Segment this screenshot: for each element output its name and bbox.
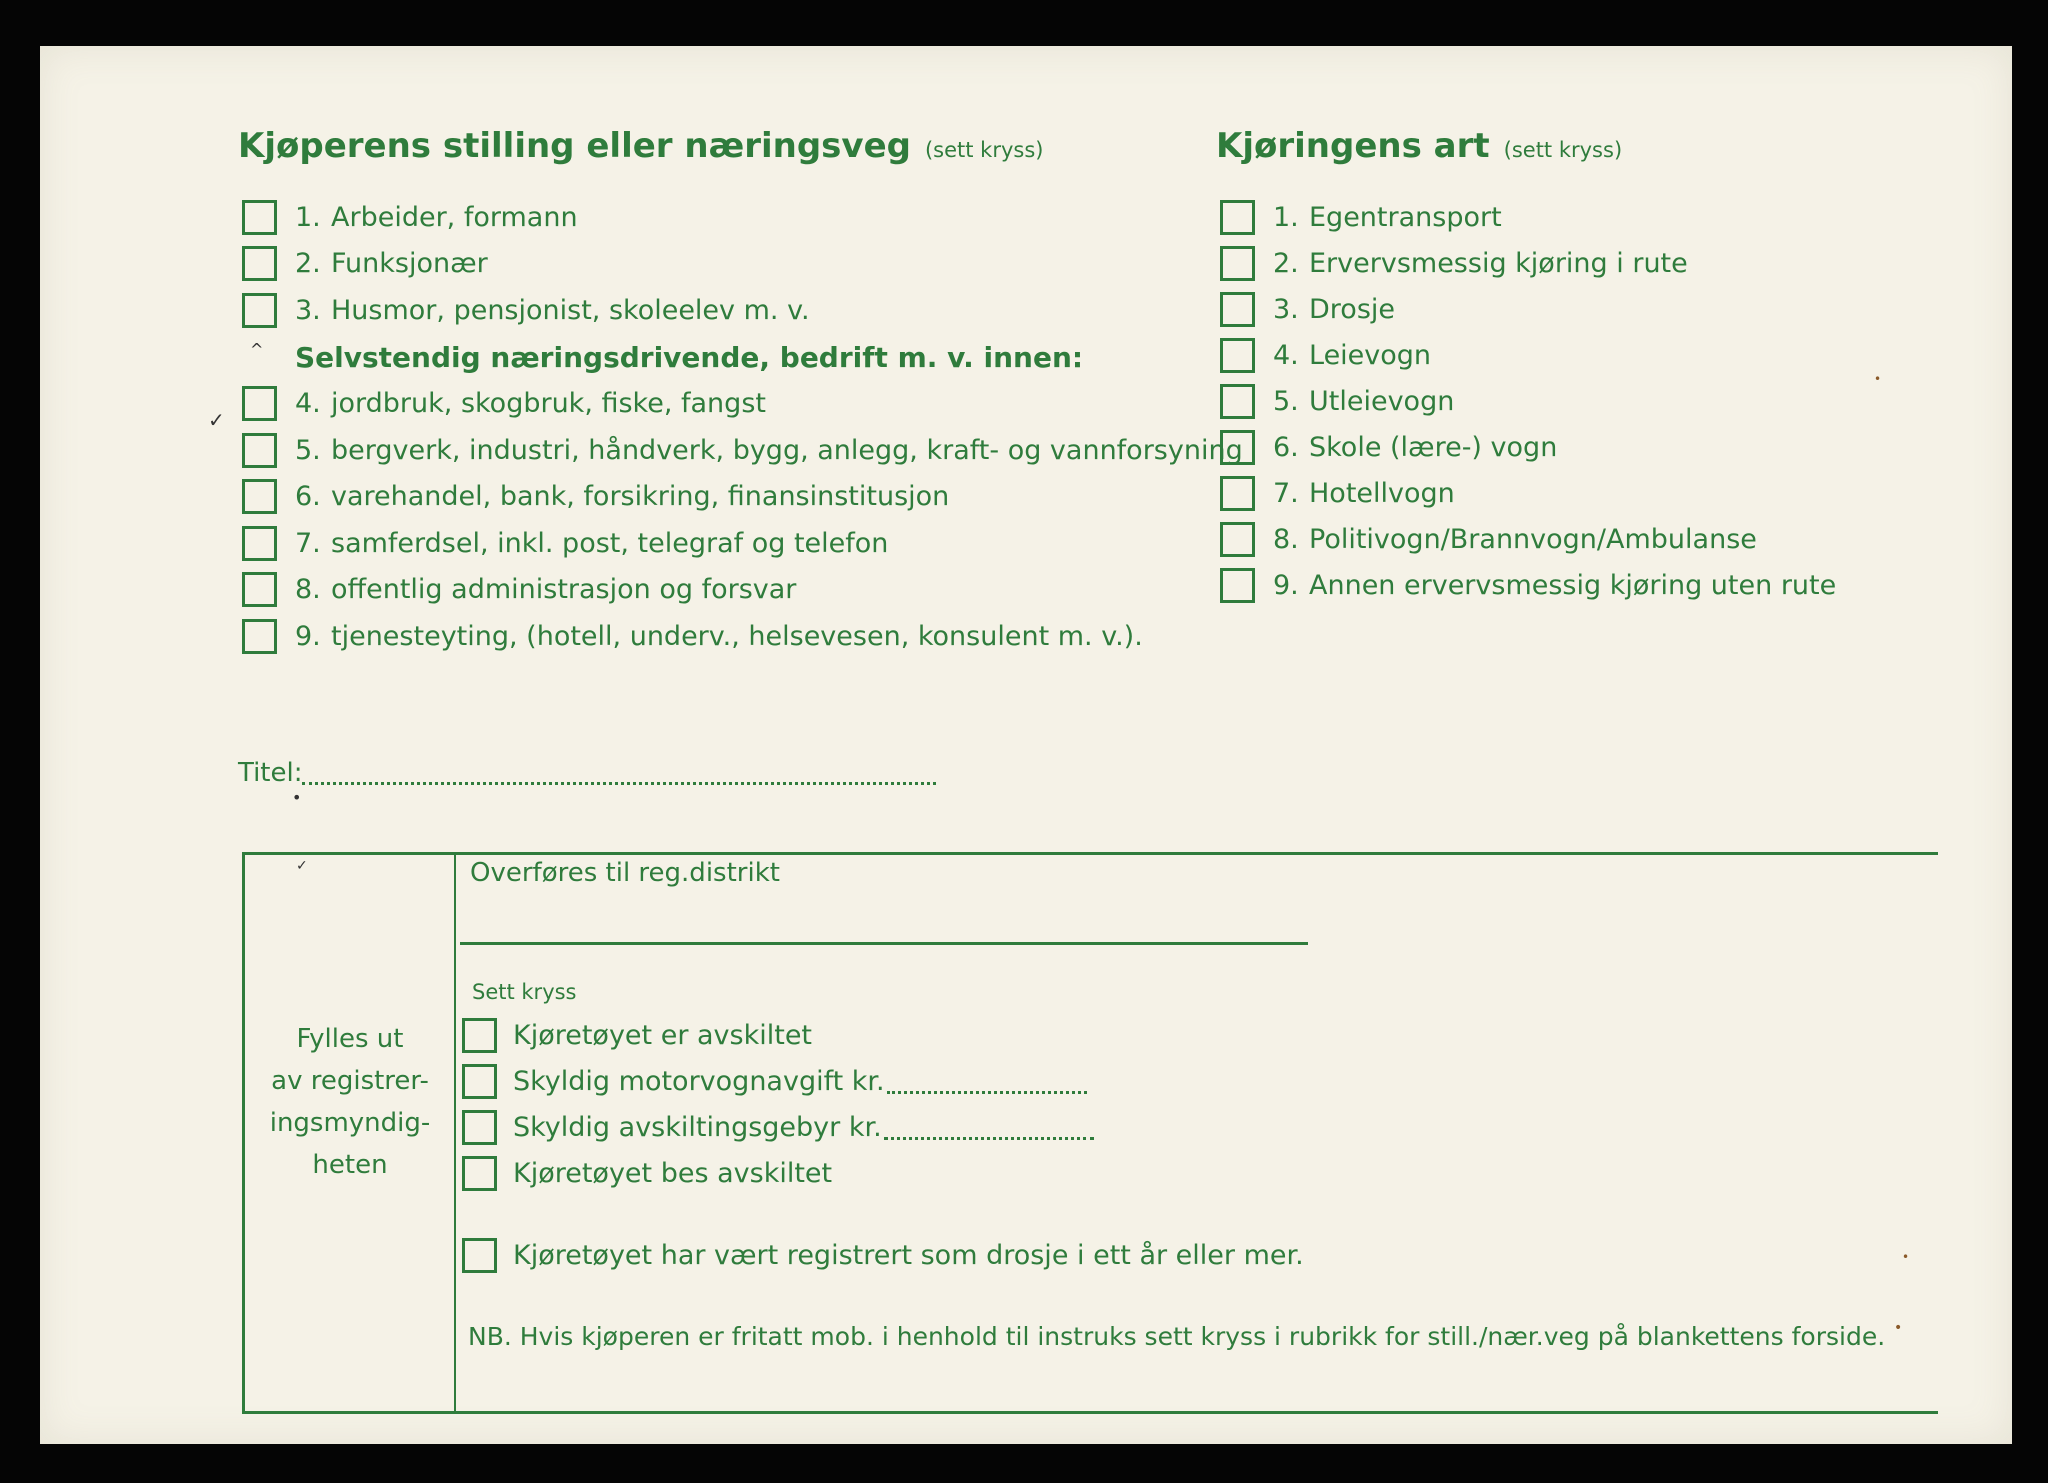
checkbox[interactable] [462, 1064, 497, 1099]
option-number: 1. [1273, 202, 1299, 233]
checkbox[interactable] [1220, 430, 1255, 465]
amount-field[interactable] [887, 1069, 1087, 1094]
transfer-district-label: Overføres til reg.distrikt [470, 858, 780, 888]
option-label: Skole (lære-) vogn [1309, 432, 1558, 463]
occupation-option-8[interactable] [242, 572, 796, 607]
option-label: tjenesteyting, (hotell, underv., helsevesen, konsulent m. v.). [331, 621, 1143, 652]
option-number: 5. [295, 435, 321, 466]
check-label: Skyldig motorvognavgift kr. [513, 1066, 885, 1097]
option-label: Ervervsmessig kjøring i rute [1309, 248, 1688, 279]
pencil-mark-icon: ✓ [208, 408, 225, 432]
option-label: Egentransport [1309, 202, 1502, 233]
checkbox[interactable] [1220, 246, 1255, 281]
driving-type-title: Kjøringens art [1216, 126, 1490, 166]
driving-option-4[interactable] [1220, 338, 1431, 373]
option-number: 8. [295, 574, 321, 605]
transfer-district-field[interactable] [460, 942, 1308, 945]
checkbox[interactable] [1220, 292, 1255, 327]
option-number: 2. [1273, 248, 1299, 279]
option-label: Arbeider, formann [331, 202, 578, 233]
option-number: 4. [295, 388, 321, 419]
occupation-option-6[interactable] [242, 479, 949, 514]
option-label: Husmor, pensjonist, skoleelev m. v. [331, 295, 810, 326]
option-label: Politivogn/Brannvogn/Ambulanse [1309, 524, 1757, 555]
titel-label: Titel: [238, 758, 303, 788]
authority-note-line: Fylles ut [296, 1024, 404, 1054]
check-label: Kjøretøyet er avskiltet [513, 1020, 813, 1051]
driving-option-3[interactable] [1220, 292, 1395, 327]
occupation-option-7[interactable] [242, 526, 888, 561]
box-divider [454, 852, 456, 1414]
option-label: bergverk, industri, håndverk, bygg, anlegg, kraft- og vannforsyning [331, 435, 1243, 466]
occupation-option-1[interactable] [242, 200, 578, 235]
checkbox[interactable] [242, 246, 277, 281]
checkbox[interactable] [1220, 522, 1255, 557]
caret-mark-icon: ^ [250, 340, 264, 359]
sett-kryss-label: Sett kryss [472, 980, 577, 1004]
form-sheet [40, 46, 2012, 1444]
driving-option-9[interactable] [1220, 568, 1836, 603]
check-label: Skyldig avskiltingsgebyr kr. [513, 1112, 882, 1143]
self-employed-subheading: Selvstendig næringsdrivende, bedrift m. v. innen: [295, 341, 1084, 374]
checkbox[interactable] [242, 479, 277, 514]
occupation-option-2[interactable] [242, 246, 488, 281]
authority-note-line: av registrer- [271, 1066, 429, 1096]
checkbox[interactable] [1220, 384, 1255, 419]
check-motorvognavgift[interactable] [462, 1064, 1087, 1099]
option-label: Leievogn [1309, 340, 1432, 371]
option-number: 9. [295, 621, 321, 652]
occupation-option-5[interactable] [242, 433, 1243, 468]
titel-field[interactable] [302, 782, 936, 785]
box-top-border [242, 852, 1938, 855]
checkbox[interactable] [242, 433, 277, 468]
driving-option-5[interactable] [1220, 384, 1454, 419]
option-number: 1. [295, 202, 321, 233]
ink-dot-icon: • [1874, 372, 1882, 386]
checkbox[interactable] [242, 293, 277, 328]
option-number: 4. [1273, 340, 1299, 371]
checkbox[interactable] [1220, 200, 1255, 235]
driving-option-6[interactable] [1220, 430, 1557, 465]
option-number: 6. [295, 481, 321, 512]
check-bes-avskiltet[interactable] [462, 1156, 832, 1191]
option-number: 2. [295, 248, 321, 279]
option-number: 7. [295, 528, 321, 559]
option-label: Utleievogn [1309, 386, 1455, 417]
driving-type-heading [1216, 126, 1622, 166]
checkbox[interactable] [1220, 476, 1255, 511]
checkbox[interactable] [1220, 568, 1255, 603]
driving-type-hint: (sett kryss) [1503, 138, 1623, 162]
option-label: Hotellvogn [1309, 478, 1455, 509]
checkbox[interactable] [242, 572, 277, 607]
driving-option-8[interactable] [1220, 522, 1757, 557]
checkbox[interactable] [242, 200, 277, 235]
authority-note [250, 1018, 450, 1186]
option-label: Funksjonær [331, 248, 488, 279]
ink-dot-icon: • [1902, 1250, 1910, 1264]
nb-note: NB. Hvis kjøperen er fritatt mob. i henhold til instruks sett kryss i rubrikk for still./nær.veg på blankettens forside. [468, 1322, 1886, 1351]
checkbox[interactable] [462, 1238, 497, 1273]
checkbox[interactable] [242, 526, 277, 561]
option-number: 3. [295, 295, 321, 326]
option-label: varehandel, bank, forsikring, finansinstitusjon [331, 481, 950, 512]
occupation-option-9[interactable] [242, 619, 1143, 654]
box-bottom-border [242, 1411, 1938, 1414]
option-label: Annen ervervsmessig kjøring uten rute [1309, 570, 1837, 601]
occupation-option-4[interactable] [242, 386, 766, 421]
buyer-occupation-heading [238, 126, 1043, 166]
option-number: 3. [1273, 294, 1299, 325]
buyer-occupation-title: Kjøperens stilling eller næringsveg [238, 126, 911, 166]
check-avskiltingsgebyr[interactable] [462, 1110, 1094, 1145]
check-drosje[interactable] [462, 1238, 1304, 1273]
pencil-mark-icon: ✓ [296, 858, 308, 874]
checkbox[interactable] [462, 1110, 497, 1145]
option-label: offentlig administrasjon og forsvar [331, 574, 797, 605]
occupation-option-3[interactable] [242, 293, 810, 328]
authority-note-line: heten [312, 1150, 388, 1180]
checkbox[interactable] [462, 1018, 497, 1053]
amount-field[interactable] [884, 1115, 1094, 1140]
option-number: 7. [1273, 478, 1299, 509]
buyer-occupation-hint: (sett kryss) [924, 138, 1044, 162]
driving-option-7[interactable] [1220, 476, 1455, 511]
option-number: 6. [1273, 432, 1299, 463]
option-number: 5. [1273, 386, 1299, 417]
check-label: Kjøretøyet har vært registrert som drosje i ett år eller mer. [513, 1240, 1304, 1271]
option-number: 9. [1273, 570, 1299, 601]
ink-dot-icon: • [292, 788, 302, 807]
check-avskiltet[interactable] [462, 1018, 812, 1053]
checkbox[interactable] [1220, 338, 1255, 373]
driving-option-2[interactable] [1220, 246, 1688, 281]
authority-note-line: ingsmyndig- [269, 1108, 431, 1138]
checkbox[interactable] [242, 386, 277, 421]
ink-dot-icon: • [1894, 1320, 1903, 1336]
driving-option-1[interactable] [1220, 200, 1502, 235]
checkbox[interactable] [242, 619, 277, 654]
option-label: samferdsel, inkl. post, telegraf og telefon [331, 528, 889, 559]
option-number: 8. [1273, 524, 1299, 555]
checkbox[interactable] [462, 1156, 497, 1191]
option-label: Drosje [1309, 294, 1395, 325]
option-label: jordbruk, skogbruk, fiske, fangst [331, 388, 766, 419]
box-left-border [242, 852, 245, 1414]
check-label: Kjøretøyet bes avskiltet [513, 1158, 833, 1189]
